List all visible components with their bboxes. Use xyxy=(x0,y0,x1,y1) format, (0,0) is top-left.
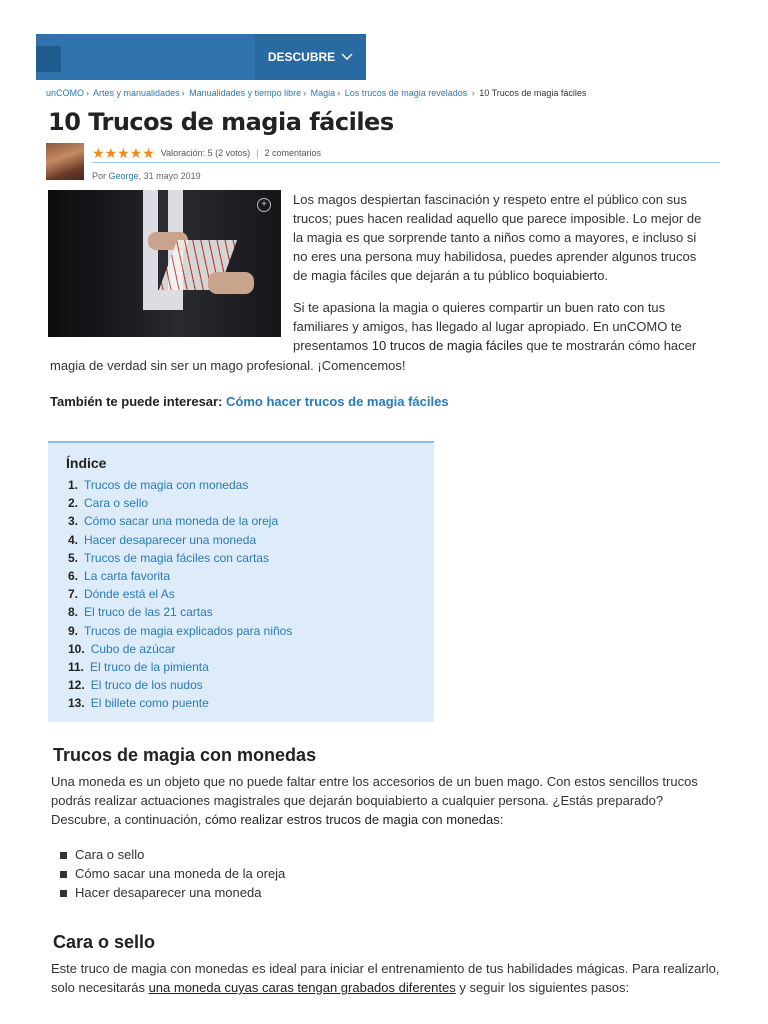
hero-image[interactable] xyxy=(48,190,281,337)
toc-link[interactable]: El truco de la pimienta xyxy=(90,659,209,674)
breadcrumb-link-tricks-revealed[interactable]: Los trucos de magia revelados xyxy=(344,88,468,98)
chevron-down-icon xyxy=(341,53,353,61)
toc-item xyxy=(68,494,292,512)
toc-item xyxy=(68,585,292,603)
discover-label: DESCUBRE xyxy=(267,50,336,64)
page-title: 10 Trucos de magia fáciles xyxy=(48,108,394,136)
section-text: Este truco de magia con monedas es ideal para iniciar el entrenamiento de tus habilidades mágicas. Para realizarlo, solo necesitarás xyxy=(51,961,720,995)
toc-item xyxy=(68,549,292,567)
table-of-contents xyxy=(48,441,434,722)
toc-link[interactable]: Cubo de azúcar xyxy=(90,641,176,656)
breadcrumb-link-magic[interactable]: Magia xyxy=(310,88,336,98)
toc-link[interactable]: El truco de los nudos xyxy=(90,678,203,693)
divider: | xyxy=(256,148,259,158)
toc-item xyxy=(68,640,292,658)
toc-title: Índice xyxy=(66,455,107,471)
toc-item xyxy=(68,567,292,585)
toc-item-number: 3. xyxy=(68,514,79,529)
rating-text: Valoración: 5 (2 votos) xyxy=(160,148,251,158)
toc-item-number: 8. xyxy=(68,605,79,620)
related-article xyxy=(50,394,449,409)
section-text: y seguir los siguientes pasos: xyxy=(455,980,630,995)
toc-item xyxy=(68,512,292,530)
byline xyxy=(92,171,201,181)
section-paragraph-heads-tails xyxy=(51,959,721,997)
toc-link[interactable]: El billete como puente xyxy=(90,696,209,711)
toc-item-number: 1. xyxy=(68,478,79,492)
toc-item-number: 10. xyxy=(68,641,85,656)
author-link[interactable]: George xyxy=(108,171,139,181)
related-link[interactable]: Cómo hacer trucos de magia fáciles xyxy=(226,394,449,409)
top-navigation-bar xyxy=(36,34,366,80)
intro-paragraph-2 xyxy=(293,298,713,355)
toc-item-number: 12. xyxy=(68,678,85,693)
section-emphasis: cómo realizar estros trucos de magia con monedas xyxy=(204,812,500,827)
breadcrumb-separator: › xyxy=(86,88,90,98)
section-text: : xyxy=(499,812,504,827)
author-avatar[interactable] xyxy=(46,143,84,180)
toc-item-number: 7. xyxy=(68,587,79,602)
toc-item xyxy=(68,658,292,676)
related-label: También te puede interesar: xyxy=(50,394,223,409)
toc-item xyxy=(68,531,292,549)
comments-link[interactable]: 2 comentarios xyxy=(264,148,322,158)
rating-stars[interactable]: ★★★★★ xyxy=(92,145,155,161)
toc-item-number: 9. xyxy=(68,623,79,638)
breadcrumb-current: 10 Trucos de magia fáciles xyxy=(479,88,587,98)
intro-text: Si te apasiona la magia o quieres compartir un buen rato con tus familiares y amigos, has llegado al lugar apropiado. En unCOMO te presentamos xyxy=(293,300,682,353)
breadcrumb-separator: › xyxy=(469,88,475,98)
breadcrumb-separator: › xyxy=(337,88,341,98)
breadcrumb-link-crafts[interactable]: Manualidades y tiempo libre xyxy=(189,88,302,98)
toc-link[interactable]: Dónde está el As xyxy=(84,587,175,602)
rating-row xyxy=(92,144,720,163)
toc-link[interactable]: Trucos de magia con monedas xyxy=(84,478,249,492)
list-item: Cara o sello xyxy=(60,845,285,864)
breadcrumb-separator: › xyxy=(181,88,185,98)
toc-item xyxy=(68,694,292,712)
toc-link[interactable]: Hacer desaparecer una moneda xyxy=(84,532,257,547)
toc-item-number: 6. xyxy=(68,568,79,583)
toc-item xyxy=(68,603,292,621)
toc-item xyxy=(68,622,292,640)
breadcrumb-link-arts[interactable]: Artes y manualidades xyxy=(93,88,180,98)
bullet-list xyxy=(60,845,285,902)
toc-link[interactable]: La carta favorita xyxy=(84,568,171,583)
breadcrumb-separator: › xyxy=(303,88,307,98)
section-paragraph-coins xyxy=(51,772,721,829)
toc-item-number: 2. xyxy=(68,496,79,511)
section-heading-heads-tails: Cara o sello xyxy=(53,932,156,952)
publish-date: , 31 mayo 2019 xyxy=(138,171,201,181)
toc-link[interactable]: Trucos de magia explicados para niños xyxy=(84,623,293,638)
toc-item-number: 4. xyxy=(68,532,79,547)
section-underlined: una moneda cuyas caras tengan grabados diferentes xyxy=(148,980,456,995)
discover-menu-button[interactable] xyxy=(255,34,366,80)
list-item: Cómo sacar una moneda de la oreja xyxy=(60,864,285,883)
toc-item xyxy=(68,476,292,494)
toc-link[interactable]: Cómo sacar una moneda de la oreja xyxy=(84,514,279,529)
toc-item-number: 5. xyxy=(68,550,79,565)
byline-prefix: Por xyxy=(92,171,107,181)
section-heading-coins: Trucos de magia con monedas xyxy=(53,745,317,765)
toc-item xyxy=(68,676,292,694)
toc-link[interactable]: El truco de las 21 cartas xyxy=(84,605,213,620)
section-text: Una moneda es un objeto que no puede faltar entre los accesorios de un buen mago. Con estos sencillos trucos podrás realizar actuaciones magistrales que dejarán boquiabierto a cualquier persona. ¿Estás preparado? Descubre, a continuación, xyxy=(51,774,698,827)
breadcrumb xyxy=(46,88,586,98)
toc-item-number: 11. xyxy=(68,659,85,674)
toc-link[interactable]: Trucos de magia fáciles con cartas xyxy=(84,550,269,565)
site-logo[interactable] xyxy=(36,46,61,72)
hero-hand xyxy=(208,272,254,294)
toc-link[interactable]: Cara o sello xyxy=(84,496,149,511)
zoom-icon[interactable]: + xyxy=(257,198,271,212)
toc-list xyxy=(68,476,292,712)
breadcrumb-link-home[interactable]: unCOMO xyxy=(46,88,85,98)
intro-paragraph: Los magos despiertan fascinación y respeto entre el público con sus trucos; pues hacen realidad aquello que parece imposible. Lo mejor de la magia es que sorprende tanto a niños como a mayores, e incluso si no eres una persona muy habilidosa, puedes aprender algunos trucos de magia fáciles que dejarán a tu público boquiabierto. xyxy=(293,192,702,283)
intro-paragraph-2-end: magia de verdad sin ser un mago profesional. ¡Comencemos! xyxy=(50,358,406,373)
list-item: Hacer desaparecer una moneda xyxy=(60,883,285,902)
intro-text: que te mostrarán cómo hacer xyxy=(522,338,697,353)
toc-item-number: 13. xyxy=(68,696,85,711)
intro-emphasis: 10 trucos de magia fáciles xyxy=(371,338,523,353)
